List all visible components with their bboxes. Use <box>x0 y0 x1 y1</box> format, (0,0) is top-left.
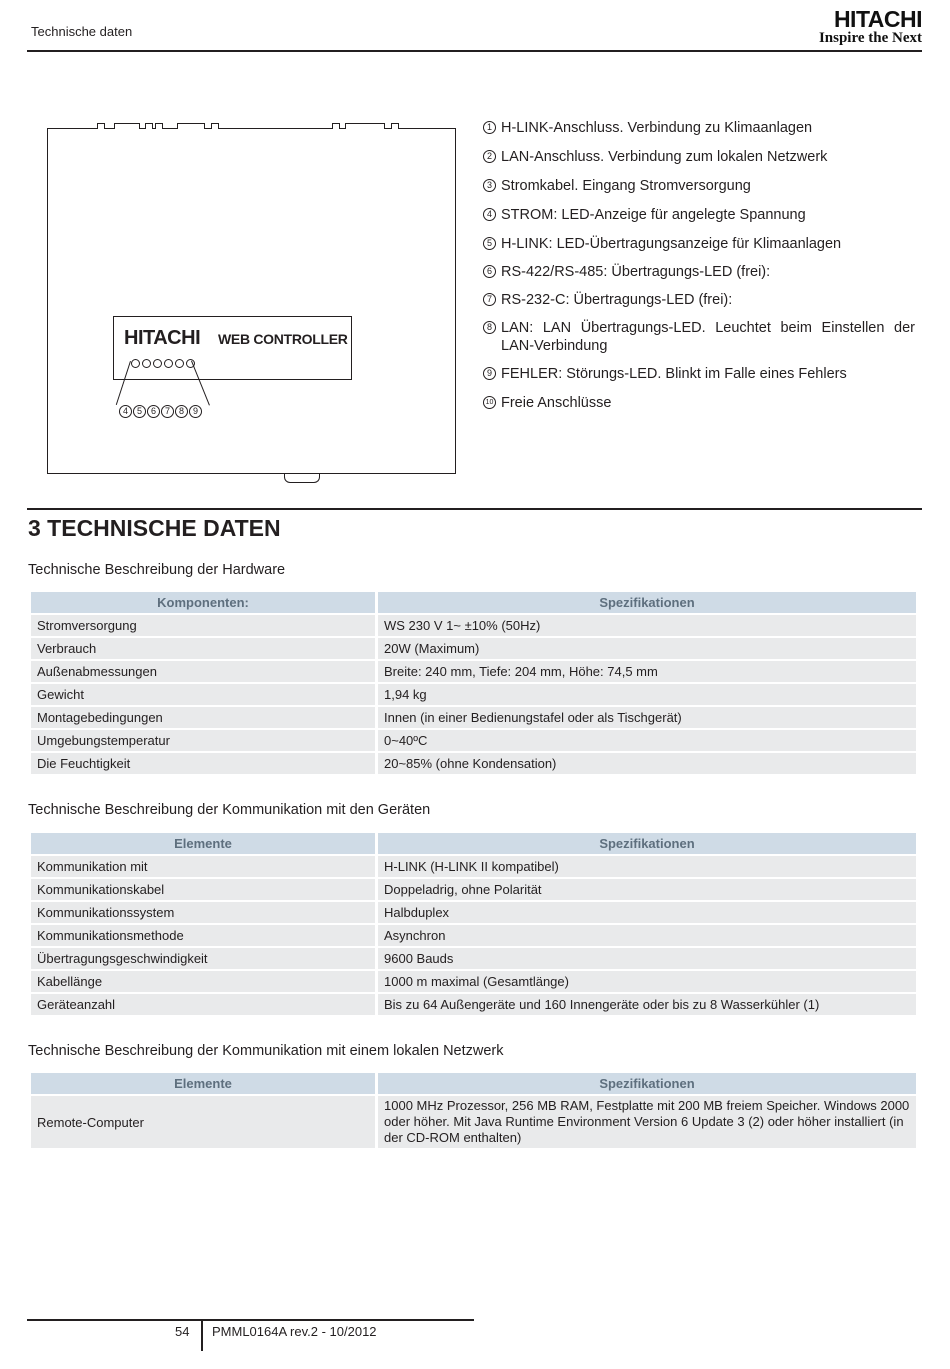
legend-number: 9 <box>483 367 496 380</box>
front-panel <box>113 316 352 380</box>
port-right-3 <box>391 123 399 129</box>
table-cell: 0~40ºC <box>378 730 916 751</box>
table-row <box>31 902 916 923</box>
legend-text: RS-422/RS-485: Übertragungs-LED (frei): <box>501 264 771 280</box>
legend-item <box>483 148 915 166</box>
network-table <box>28 1071 919 1150</box>
hardware-table <box>28 590 919 776</box>
table-cell: H-LINK (H-LINK II kompatibel) <box>378 856 916 877</box>
legend-item <box>483 263 915 281</box>
led-row <box>131 359 195 368</box>
header-rule <box>27 50 922 52</box>
column-header: Elemente <box>31 1073 375 1094</box>
table-cell: Die Feuchtigkeit <box>31 753 375 774</box>
legend-list <box>483 119 915 412</box>
port-left-3 <box>145 123 153 129</box>
table-cell: Breite: 240 mm, Tiefe: 204 mm, Höhe: 74,5 mm <box>378 661 916 682</box>
table-cell: Umgebungstemperatur <box>31 730 375 751</box>
legend-item <box>483 119 915 137</box>
table-row <box>31 707 916 728</box>
table-cell: Gewicht <box>31 684 375 705</box>
table-cell: Kommunikationsmethode <box>31 925 375 946</box>
legend-number: 2 <box>483 150 496 163</box>
table-cell: Kabellänge <box>31 971 375 992</box>
table-cell: Halbduplex <box>378 902 916 923</box>
table-cell: Stromversorgung <box>31 615 375 636</box>
table-header-row <box>31 592 916 613</box>
callout-7: 7 <box>161 405 174 418</box>
column-header: Spezifikationen <box>378 1073 916 1094</box>
hitachi-logo <box>819 7 922 46</box>
legend-item <box>483 177 915 195</box>
table-row <box>31 615 916 636</box>
legend-text: Freie Anschlüsse <box>501 395 612 411</box>
table-cell: 9600 Bauds <box>378 948 916 969</box>
table-cell: Kommunikation mit <box>31 856 375 877</box>
page-header-title: Technische daten <box>31 24 133 39</box>
port-mid <box>177 123 205 129</box>
legend-text: LAN: LAN Übertragungs-LED. Leuchtet beim Einstellen der LAN-Verbindung <box>501 320 915 354</box>
table-cell: Kommunikationssystem <box>31 902 375 923</box>
callout-4: 4 <box>119 405 132 418</box>
table-cell: Geräteanzahl <box>31 994 375 1015</box>
table-row <box>31 661 916 682</box>
table-cell: Doppeladrig, ohne Polarität <box>378 879 916 900</box>
legend-number: 4 <box>483 208 496 221</box>
column-header: Spezifikationen <box>378 592 916 613</box>
table-header-row <box>31 833 916 854</box>
legend-item <box>483 394 915 412</box>
port-right-2 <box>345 123 385 129</box>
table-row <box>31 948 916 969</box>
table-cell: Bis zu 64 Außengeräte und 160 Innengeräte oder bis zu 8 Wasserkühler (1) <box>378 994 916 1015</box>
footer-separator <box>201 1321 203 1351</box>
legend-item <box>483 206 915 224</box>
device-front-drawing <box>47 128 456 474</box>
table-cell: Übertragungsgeschwindigkeit <box>31 948 375 969</box>
table-cell: Innen (in einer Bedienungstafel oder als Tischgerät) <box>378 707 916 728</box>
port-left-1 <box>97 123 105 129</box>
legend-text: STROM: LED-Anzeige für angelegte Spannung <box>501 207 806 223</box>
network-subtitle: Technische Beschreibung der Kommunikation mit einem lokalen Netzwerk <box>28 1043 504 1059</box>
table-cell: 1000 m maximal (Gesamtlänge) <box>378 971 916 992</box>
table-row <box>31 994 916 1015</box>
port-right-1 <box>332 123 340 129</box>
legend-text: RS-232-C: Übertragungs-LED (frei): <box>501 292 733 308</box>
table-cell: 1000 MHz Prozessor, 256 MB RAM, Festplatte mit 200 MB freiem Speicher. Windows 2000 oder höher. Mit Java Runtime Environment Version 6 Update 3 (2) oder höher installiert (in der CD-ROM enthalten) <box>378 1096 916 1148</box>
table-cell: Außenabmessungen <box>31 661 375 682</box>
table-cell: Kommunikationskabel <box>31 879 375 900</box>
legend-text: FEHLER: Störungs-LED. Blinkt im Falle eines Fehlers <box>501 366 847 382</box>
table-cell: 1,94 kg <box>378 684 916 705</box>
led-rs422 <box>153 359 162 368</box>
section-rule <box>27 508 922 510</box>
column-header: Spezifikationen <box>378 833 916 854</box>
panel-model: WEB CONTROLLER <box>218 331 348 347</box>
table-cell: Verbrauch <box>31 638 375 659</box>
legend-item <box>483 291 915 309</box>
table-row <box>31 925 916 946</box>
table-header-row <box>31 1073 916 1094</box>
led-rs232 <box>164 359 173 368</box>
table-row <box>31 684 916 705</box>
hardware-subtitle: Technische Beschreibung der Hardware <box>28 562 286 578</box>
legend-number: 10 <box>483 396 496 409</box>
table-row <box>31 730 916 751</box>
callout-5: 5 <box>133 405 146 418</box>
led-number-labels <box>119 405 202 418</box>
table-cell: Remote-Computer <box>31 1096 375 1148</box>
legend-number: 5 <box>483 237 496 250</box>
legend-number: 3 <box>483 179 496 192</box>
port-left-4 <box>155 123 163 129</box>
logo-tagline: Inspire the Next <box>818 30 922 46</box>
column-header: Komponenten: <box>31 592 375 613</box>
callout-8: 8 <box>175 405 188 418</box>
led-hlink <box>142 359 151 368</box>
footer-rule <box>27 1319 474 1321</box>
port-mid-2 <box>211 123 219 129</box>
device-foot <box>284 473 320 483</box>
led-lan <box>175 359 184 368</box>
table-row <box>31 753 916 774</box>
table-cell: Asynchron <box>378 925 916 946</box>
led-power <box>131 359 140 368</box>
document-id: PMML0164A rev.2 - 10/2012 <box>212 1324 377 1339</box>
callout-9: 9 <box>189 405 202 418</box>
table-cell: 20~85% (ohne Kondensation) <box>378 753 916 774</box>
table-cell: 20W (Maximum) <box>378 638 916 659</box>
callout-6: 6 <box>147 405 160 418</box>
legend-text: Stromkabel. Eingang Stromversorgung <box>501 178 751 194</box>
port-left-2 <box>114 123 140 129</box>
table-cell: Montagebedingungen <box>31 707 375 728</box>
communication-subtitle: Technische Beschreibung der Kommunikation mit den Geräten <box>28 802 431 818</box>
section-title: 3 TECHNISCHE DATEN <box>28 515 281 541</box>
legend-item <box>483 365 915 383</box>
table-row <box>31 971 916 992</box>
legend-text: LAN-Anschluss. Verbindung zum lokalen Netzwerk <box>501 149 828 165</box>
page-number: 54 <box>175 1324 190 1339</box>
table-row <box>31 638 916 659</box>
column-header: Elemente <box>31 833 375 854</box>
table-row <box>31 1096 916 1148</box>
legend-number: 8 <box>483 321 496 334</box>
communication-table <box>28 831 919 1017</box>
legend-item <box>483 319 915 355</box>
legend-number: 1 <box>483 121 496 134</box>
logo-wordmark: HITACHI <box>833 6 922 32</box>
legend-text: H-LINK-Anschluss. Verbindung zu Klimaanlagen <box>501 120 813 136</box>
table-row <box>31 856 916 877</box>
panel-brand: HITACHI <box>124 327 201 349</box>
legend-text: H-LINK: LED-Übertragungsanzeige für Klimaanlagen <box>501 236 842 252</box>
legend-item <box>483 235 915 253</box>
legend-number: 6 <box>483 265 496 278</box>
legend-number: 7 <box>483 293 496 306</box>
table-row <box>31 879 916 900</box>
table-cell: WS 230 V 1~ ±10% (50Hz) <box>378 615 916 636</box>
